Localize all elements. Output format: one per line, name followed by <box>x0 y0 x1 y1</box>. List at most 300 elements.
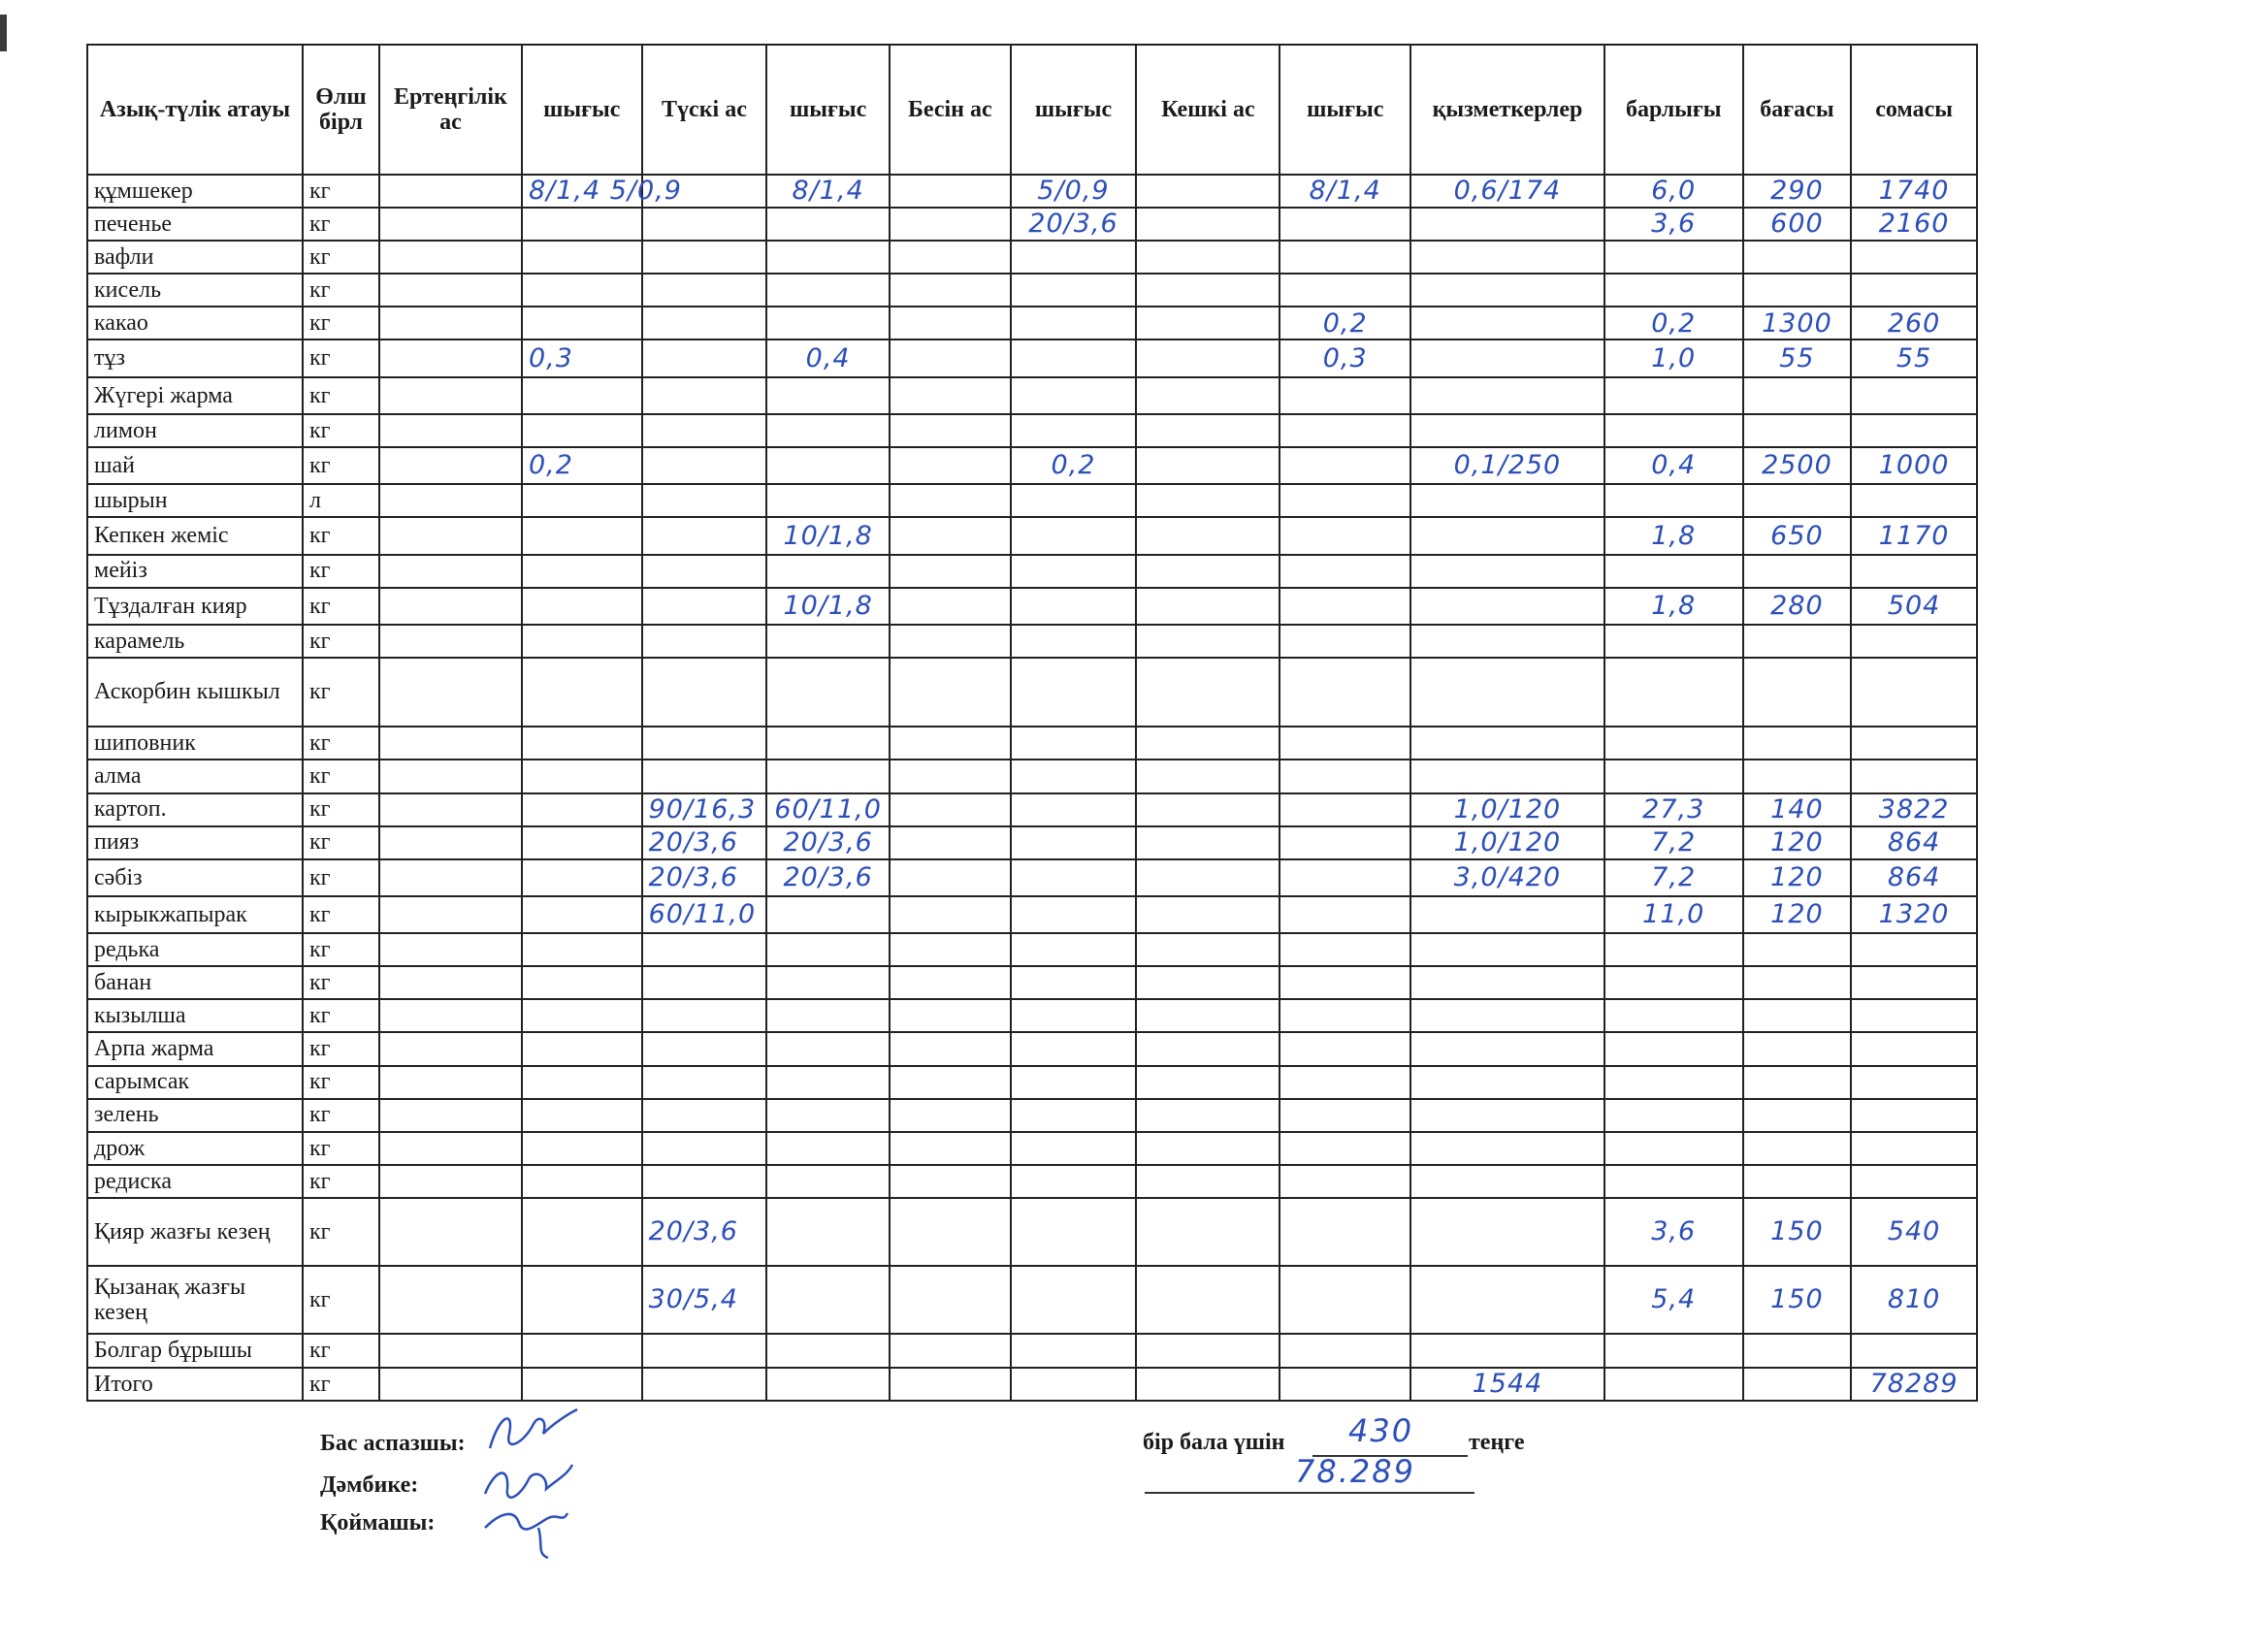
value-cell: 20/3,6 <box>642 1198 767 1266</box>
value-cell <box>1136 896 1280 933</box>
value-cell <box>1743 966 1851 999</box>
value-cell <box>1743 933 1851 966</box>
value-cell <box>1410 625 1604 658</box>
value-cell <box>1280 1334 1410 1367</box>
value-cell <box>379 307 522 340</box>
value-cell <box>1280 826 1410 859</box>
value-cell <box>1280 966 1410 999</box>
value-cell <box>379 625 522 658</box>
value-cell <box>379 208 522 241</box>
table-row <box>87 966 1977 999</box>
value-cell <box>1136 625 1280 658</box>
value-cell <box>1851 414 1977 447</box>
value-cell: 0,2 <box>1604 307 1743 340</box>
unit-cell: кг <box>303 1099 379 1132</box>
value-cell: 0,2 <box>1011 447 1137 484</box>
product-name: лимон <box>87 414 303 447</box>
value-cell <box>1011 241 1137 274</box>
value-cell <box>379 859 522 896</box>
column-header: Азық-түлік атауы <box>87 45 303 175</box>
value-cell <box>766 933 890 966</box>
value-cell <box>1011 555 1137 588</box>
value-cell: 8/1,4 <box>766 175 890 208</box>
value-cell <box>1410 1266 1604 1334</box>
value-cell <box>766 1099 890 1132</box>
value-cell <box>1011 1368 1137 1401</box>
table-row <box>87 175 1977 208</box>
value-cell <box>1851 274 1977 307</box>
value-cell <box>1280 447 1410 484</box>
unit-cell: кг <box>303 1132 379 1165</box>
value-cell <box>1851 933 1977 966</box>
scan-edge-mark <box>0 15 7 51</box>
value-cell: 78289 <box>1851 1368 1977 1401</box>
value-cell <box>766 1066 890 1099</box>
table-row <box>87 933 1977 966</box>
product-name: Аскорбин кышкыл <box>87 658 303 727</box>
value-cell <box>522 760 642 792</box>
value-cell <box>1851 1132 1977 1165</box>
value-cell <box>766 658 890 727</box>
value-cell: 0,2 <box>1280 307 1410 340</box>
value-cell <box>1136 175 1280 208</box>
value-cell: 1740 <box>1851 175 1977 208</box>
value-cell <box>1410 484 1604 517</box>
value-cell <box>1743 241 1851 274</box>
value-cell <box>1410 340 1604 376</box>
value-cell <box>1410 517 1604 554</box>
value-cell <box>1604 966 1743 999</box>
storekeeper-label: Қоймашы: <box>320 1510 436 1536</box>
value-cell <box>1136 1334 1280 1367</box>
value-cell <box>379 793 522 826</box>
value-cell <box>379 1266 522 1334</box>
value-cell <box>1011 933 1137 966</box>
value-cell: 3,6 <box>1604 1198 1743 1266</box>
table-row <box>87 1099 1977 1132</box>
value-cell <box>1280 1165 1410 1198</box>
value-cell <box>1604 274 1743 307</box>
value-cell <box>1011 1132 1137 1165</box>
table-row <box>87 859 1977 896</box>
value-cell <box>379 1066 522 1099</box>
column-header: бағасы <box>1743 45 1851 175</box>
value-cell <box>1410 208 1604 241</box>
product-name: зелень <box>87 1099 303 1132</box>
value-cell <box>1136 760 1280 792</box>
value-cell <box>1136 1099 1280 1132</box>
value-cell <box>890 377 1011 414</box>
value-cell: 2160 <box>1851 208 1977 241</box>
nanny-label: Дәмбике: <box>320 1472 419 1498</box>
value-cell <box>1280 274 1410 307</box>
value-cell <box>1410 588 1604 625</box>
unit-cell: л <box>303 484 379 517</box>
value-cell <box>1743 1132 1851 1165</box>
value-cell <box>890 933 1011 966</box>
unit-cell: кг <box>303 208 379 241</box>
value-cell <box>1604 760 1743 792</box>
chef-label: Бас аспазшы: <box>320 1431 466 1456</box>
value-cell <box>1280 793 1410 826</box>
value-cell <box>890 588 1011 625</box>
value-cell: 810 <box>1851 1266 1977 1334</box>
unit-cell: кг <box>303 414 379 447</box>
value-cell <box>890 484 1011 517</box>
value-cell <box>522 859 642 896</box>
value-cell: 864 <box>1851 859 1977 896</box>
value-cell <box>1743 1165 1851 1198</box>
table-row <box>87 588 1977 625</box>
value-cell <box>522 274 642 307</box>
value-cell <box>766 484 890 517</box>
value-cell <box>766 727 890 760</box>
table-row <box>87 447 1977 484</box>
value-cell <box>1604 933 1743 966</box>
value-cell <box>1136 1368 1280 1401</box>
table-row <box>87 826 1977 859</box>
unit-cell: кг <box>303 555 379 588</box>
value-cell: 55 <box>1743 340 1851 376</box>
value-cell <box>890 241 1011 274</box>
value-cell <box>1280 1066 1410 1099</box>
value-cell <box>766 447 890 484</box>
value-cell <box>766 966 890 999</box>
value-cell <box>1280 1032 1410 1065</box>
value-cell: 20/3,6 <box>642 859 767 896</box>
value-cell <box>890 1198 1011 1266</box>
table-row <box>87 1334 1977 1367</box>
product-name: мейіз <box>87 555 303 588</box>
value-cell <box>642 241 767 274</box>
product-name: сарымсак <box>87 1066 303 1099</box>
value-cell <box>890 1099 1011 1132</box>
value-cell <box>379 933 522 966</box>
value-cell <box>1136 340 1280 376</box>
value-cell <box>1851 1165 1977 1198</box>
value-cell <box>1011 307 1137 340</box>
value-cell <box>379 1132 522 1165</box>
table-row <box>87 658 1977 727</box>
table-row <box>87 414 1977 447</box>
value-cell <box>642 517 767 554</box>
value-cell <box>1136 727 1280 760</box>
value-cell <box>1604 1066 1743 1099</box>
value-cell <box>1011 793 1137 826</box>
value-cell <box>1011 1066 1137 1099</box>
value-cell <box>890 999 1011 1032</box>
value-cell <box>1136 826 1280 859</box>
value-cell <box>1011 274 1137 307</box>
product-name: картоп. <box>87 793 303 826</box>
value-cell <box>1136 1066 1280 1099</box>
value-cell <box>1410 933 1604 966</box>
value-cell: 650 <box>1743 517 1851 554</box>
value-cell <box>890 208 1011 241</box>
value-cell <box>1851 658 1977 727</box>
value-cell: 10/1,8 <box>766 588 890 625</box>
value-cell <box>1011 1198 1137 1266</box>
value-cell <box>890 175 1011 208</box>
value-cell <box>1011 760 1137 792</box>
value-cell <box>1743 274 1851 307</box>
value-cell: 540 <box>1851 1198 1977 1266</box>
value-cell <box>642 1132 767 1165</box>
value-cell <box>1851 484 1977 517</box>
value-cell <box>766 274 890 307</box>
value-cell: 260 <box>1851 307 1977 340</box>
value-cell <box>522 1066 642 1099</box>
per-child-value: 430 <box>1348 1412 1414 1449</box>
value-cell <box>1280 859 1410 896</box>
value-cell <box>522 1132 642 1165</box>
unit-cell: кг <box>303 1032 379 1065</box>
table-row <box>87 1198 1977 1266</box>
value-cell <box>1280 241 1410 274</box>
value-cell <box>642 274 767 307</box>
value-cell <box>1743 377 1851 414</box>
value-cell <box>379 658 522 727</box>
value-cell <box>1136 517 1280 554</box>
value-cell <box>642 414 767 447</box>
value-cell <box>1280 484 1410 517</box>
value-cell <box>890 966 1011 999</box>
value-cell <box>890 625 1011 658</box>
value-cell <box>522 588 642 625</box>
value-cell: 7,2 <box>1604 826 1743 859</box>
value-cell: 1320 <box>1851 896 1977 933</box>
column-header: Түскі ас <box>642 45 767 175</box>
value-cell: 504 <box>1851 588 1977 625</box>
value-cell <box>522 208 642 241</box>
product-name: Итого <box>87 1368 303 1401</box>
unit-cell: кг <box>303 966 379 999</box>
value-cell <box>379 896 522 933</box>
value-cell <box>642 1032 767 1065</box>
value-cell <box>766 999 890 1032</box>
value-cell <box>1604 727 1743 760</box>
value-cell: 1,0/120 <box>1410 826 1604 859</box>
value-cell <box>1136 208 1280 241</box>
value-cell: 0,4 <box>1604 447 1743 484</box>
value-cell <box>1604 484 1743 517</box>
value-cell <box>1280 1132 1410 1165</box>
value-cell <box>1011 588 1137 625</box>
value-cell <box>890 307 1011 340</box>
value-cell <box>522 727 642 760</box>
value-cell <box>1604 414 1743 447</box>
total-underline <box>1145 1492 1474 1494</box>
value-cell <box>1410 896 1604 933</box>
column-header: Бесін ас <box>890 45 1011 175</box>
value-cell: 10/1,8 <box>766 517 890 554</box>
value-cell: 3,6 <box>1604 208 1743 241</box>
value-cell <box>1410 555 1604 588</box>
value-cell <box>1743 1032 1851 1065</box>
table-row <box>87 517 1977 554</box>
value-cell <box>890 1368 1011 1401</box>
column-header: сомасы <box>1851 45 1977 175</box>
value-cell <box>766 625 890 658</box>
value-cell <box>379 1099 522 1132</box>
product-name: какао <box>87 307 303 340</box>
value-cell <box>890 658 1011 727</box>
unit-cell: кг <box>303 1334 379 1367</box>
value-cell <box>379 1198 522 1266</box>
table-row <box>87 377 1977 414</box>
value-cell <box>890 859 1011 896</box>
table-row <box>87 484 1977 517</box>
product-name: карамель <box>87 625 303 658</box>
value-cell <box>766 1334 890 1367</box>
product-name: редиска <box>87 1165 303 1198</box>
value-cell <box>1410 1165 1604 1198</box>
product-name: тұз <box>87 340 303 376</box>
value-cell <box>642 760 767 792</box>
value-cell <box>1011 859 1137 896</box>
value-cell <box>1851 727 1977 760</box>
product-name: вафли <box>87 241 303 274</box>
table-header-row <box>87 45 1977 175</box>
value-cell <box>522 517 642 554</box>
value-cell <box>522 1368 642 1401</box>
value-cell <box>890 1165 1011 1198</box>
value-cell <box>522 1032 642 1065</box>
unit-cell: кг <box>303 999 379 1032</box>
value-cell <box>642 933 767 966</box>
unit-cell: кг <box>303 933 379 966</box>
value-cell <box>1604 241 1743 274</box>
value-cell <box>1410 1066 1604 1099</box>
value-cell <box>522 555 642 588</box>
value-cell <box>1136 658 1280 727</box>
unit-cell: кг <box>303 896 379 933</box>
product-name: Қияр жазғы кезең <box>87 1198 303 1266</box>
value-cell <box>890 1066 1011 1099</box>
value-cell <box>642 377 767 414</box>
value-cell <box>1136 1266 1280 1334</box>
value-cell <box>642 1368 767 1401</box>
value-cell <box>1604 658 1743 727</box>
value-cell <box>890 517 1011 554</box>
value-cell <box>1280 1368 1410 1401</box>
value-cell <box>379 760 522 792</box>
value-cell <box>1851 241 1977 274</box>
column-header: барлығы <box>1604 45 1743 175</box>
product-name: пияз <box>87 826 303 859</box>
value-cell <box>1743 1368 1851 1401</box>
value-cell: 120 <box>1743 896 1851 933</box>
value-cell <box>1011 484 1137 517</box>
value-cell <box>766 1032 890 1065</box>
food-consumption-table <box>86 44 1978 1402</box>
currency-label: теңге <box>1469 1430 1525 1455</box>
unit-cell: кг <box>303 588 379 625</box>
value-cell: 140 <box>1743 793 1851 826</box>
value-cell <box>1011 1334 1137 1367</box>
value-cell <box>890 340 1011 376</box>
value-cell <box>379 555 522 588</box>
unit-cell: кг <box>303 727 379 760</box>
value-cell <box>890 896 1011 933</box>
value-cell <box>522 826 642 859</box>
table-row <box>87 760 1977 792</box>
value-cell <box>379 274 522 307</box>
value-cell <box>1011 377 1137 414</box>
value-cell <box>642 966 767 999</box>
value-cell <box>522 999 642 1032</box>
value-cell <box>642 1165 767 1198</box>
value-cell: 1000 <box>1851 447 1977 484</box>
value-cell <box>1136 1198 1280 1266</box>
product-name: құмшекер <box>87 175 303 208</box>
value-cell: 120 <box>1743 859 1851 896</box>
value-cell <box>890 1032 1011 1065</box>
value-cell: 864 <box>1851 826 1977 859</box>
value-cell <box>1410 274 1604 307</box>
value-cell <box>522 377 642 414</box>
value-cell: 8/1,4 5/0,9 <box>522 175 642 208</box>
column-header: Ертеңгілік ас <box>379 45 522 175</box>
value-cell <box>1136 1165 1280 1198</box>
value-cell <box>1851 999 1977 1032</box>
value-cell: 150 <box>1743 1198 1851 1266</box>
value-cell <box>1851 1334 1977 1367</box>
value-cell <box>1136 274 1280 307</box>
value-cell: 1544 <box>1410 1368 1604 1401</box>
value-cell <box>1280 1099 1410 1132</box>
value-cell <box>890 1132 1011 1165</box>
value-cell: 60/11,0 <box>642 896 767 933</box>
value-cell: 5,4 <box>1604 1266 1743 1334</box>
value-cell <box>522 1266 642 1334</box>
value-cell <box>1011 1165 1137 1198</box>
value-cell <box>1011 896 1137 933</box>
value-cell <box>1011 999 1137 1032</box>
value-cell <box>522 414 642 447</box>
value-cell <box>1604 555 1743 588</box>
value-cell: 11,0 <box>1604 896 1743 933</box>
value-cell <box>1280 414 1410 447</box>
value-cell <box>766 377 890 414</box>
value-cell <box>890 274 1011 307</box>
value-cell <box>379 175 522 208</box>
value-cell: 3822 <box>1851 793 1977 826</box>
value-cell <box>1280 555 1410 588</box>
value-cell <box>766 241 890 274</box>
value-cell <box>1743 1099 1851 1132</box>
value-cell <box>1280 377 1410 414</box>
value-cell <box>642 484 767 517</box>
value-cell <box>379 484 522 517</box>
value-cell <box>522 1198 642 1266</box>
column-header: шығыс <box>522 45 642 175</box>
value-cell <box>1410 658 1604 727</box>
column-header: Кешкі ас <box>1136 45 1280 175</box>
value-cell <box>522 484 642 517</box>
unit-cell: кг <box>303 658 379 727</box>
value-cell <box>1410 966 1604 999</box>
value-cell <box>766 414 890 447</box>
product-name: Болгар бұрышы <box>87 1334 303 1367</box>
unit-cell: кг <box>303 274 379 307</box>
value-cell <box>1011 1099 1137 1132</box>
table-row <box>87 208 1977 241</box>
product-name: Қызанақ жазғы кезең <box>87 1266 303 1334</box>
value-cell <box>766 1198 890 1266</box>
value-cell: 27,3 <box>1604 793 1743 826</box>
value-cell <box>1136 793 1280 826</box>
